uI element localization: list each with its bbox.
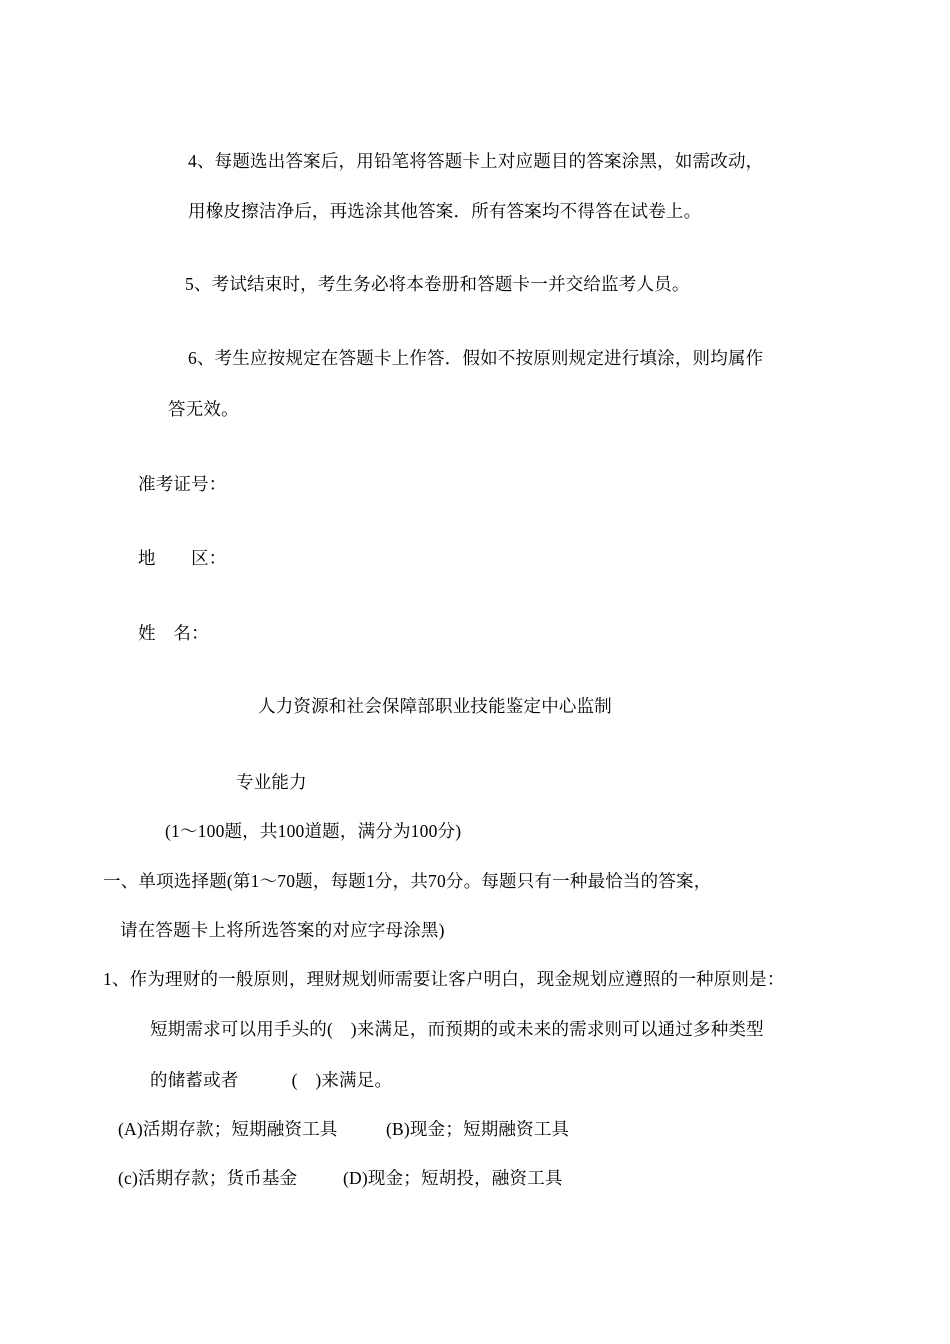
- exam-id-label: 准考证号：: [138, 474, 227, 494]
- instruction-item-6-line-1: 6、考生应按规定在答题卡上作答．假如不按原则规定进行填涂，则均属作: [188, 348, 764, 368]
- instruction-item-4-line-1: 4、每题选出答案后，用铅笔将答题卡上对应题目的答案涂黑，如需改动，: [188, 151, 764, 171]
- section-range-note: (1～100题，共100道题，满分为100分): [165, 821, 462, 841]
- supervisor-line: 人力资源和社会保障部职业技能鉴定中心监制: [258, 696, 612, 716]
- question-1-option-c: (c)活期存款；货币基金: [118, 1168, 298, 1188]
- question-1-option-a: (A)活期存款；短期融资工具: [118, 1119, 338, 1139]
- instruction-item-6-line-2: 答无效。: [168, 399, 239, 419]
- part-1-heading-line-1: 一、单项选择题(第1～70题，每题1分，共70分。每题只有一种最恰当的答案，: [103, 871, 712, 891]
- question-1-option-d: (D)现金；短胡投，融资工具: [343, 1168, 563, 1188]
- question-1-stem-line-3: 的储蓄或者 ( )来满足。: [150, 1070, 393, 1090]
- instruction-item-5: 5、考试结束时，考生务必将本卷册和答题卡一并交给监考人员。: [185, 274, 690, 294]
- part-1-heading-line-2: 请在答题卡上将所选答案的对应字母涂黑): [120, 920, 445, 940]
- question-1-option-b: (B)现金；短期融资工具: [386, 1119, 570, 1139]
- question-1-stem-line-2: 短期需求可以用手头的( )来满足，而预期的或未来的需求则可以通过多种类型: [150, 1019, 764, 1039]
- section-title: 专业能力: [236, 772, 307, 792]
- instruction-item-4-line-2: 用橡皮擦洁净后，再选涂其他答案．所有答案均不得答在试卷上。: [188, 201, 702, 221]
- question-1-stem-line-1: 1、作为理财的一般原则，理财规划师需要让客户明白，现金规划应遵照的一种原则是：: [103, 969, 785, 989]
- region-label: 地 区：: [138, 548, 227, 568]
- name-label: 姓 名：: [138, 623, 209, 643]
